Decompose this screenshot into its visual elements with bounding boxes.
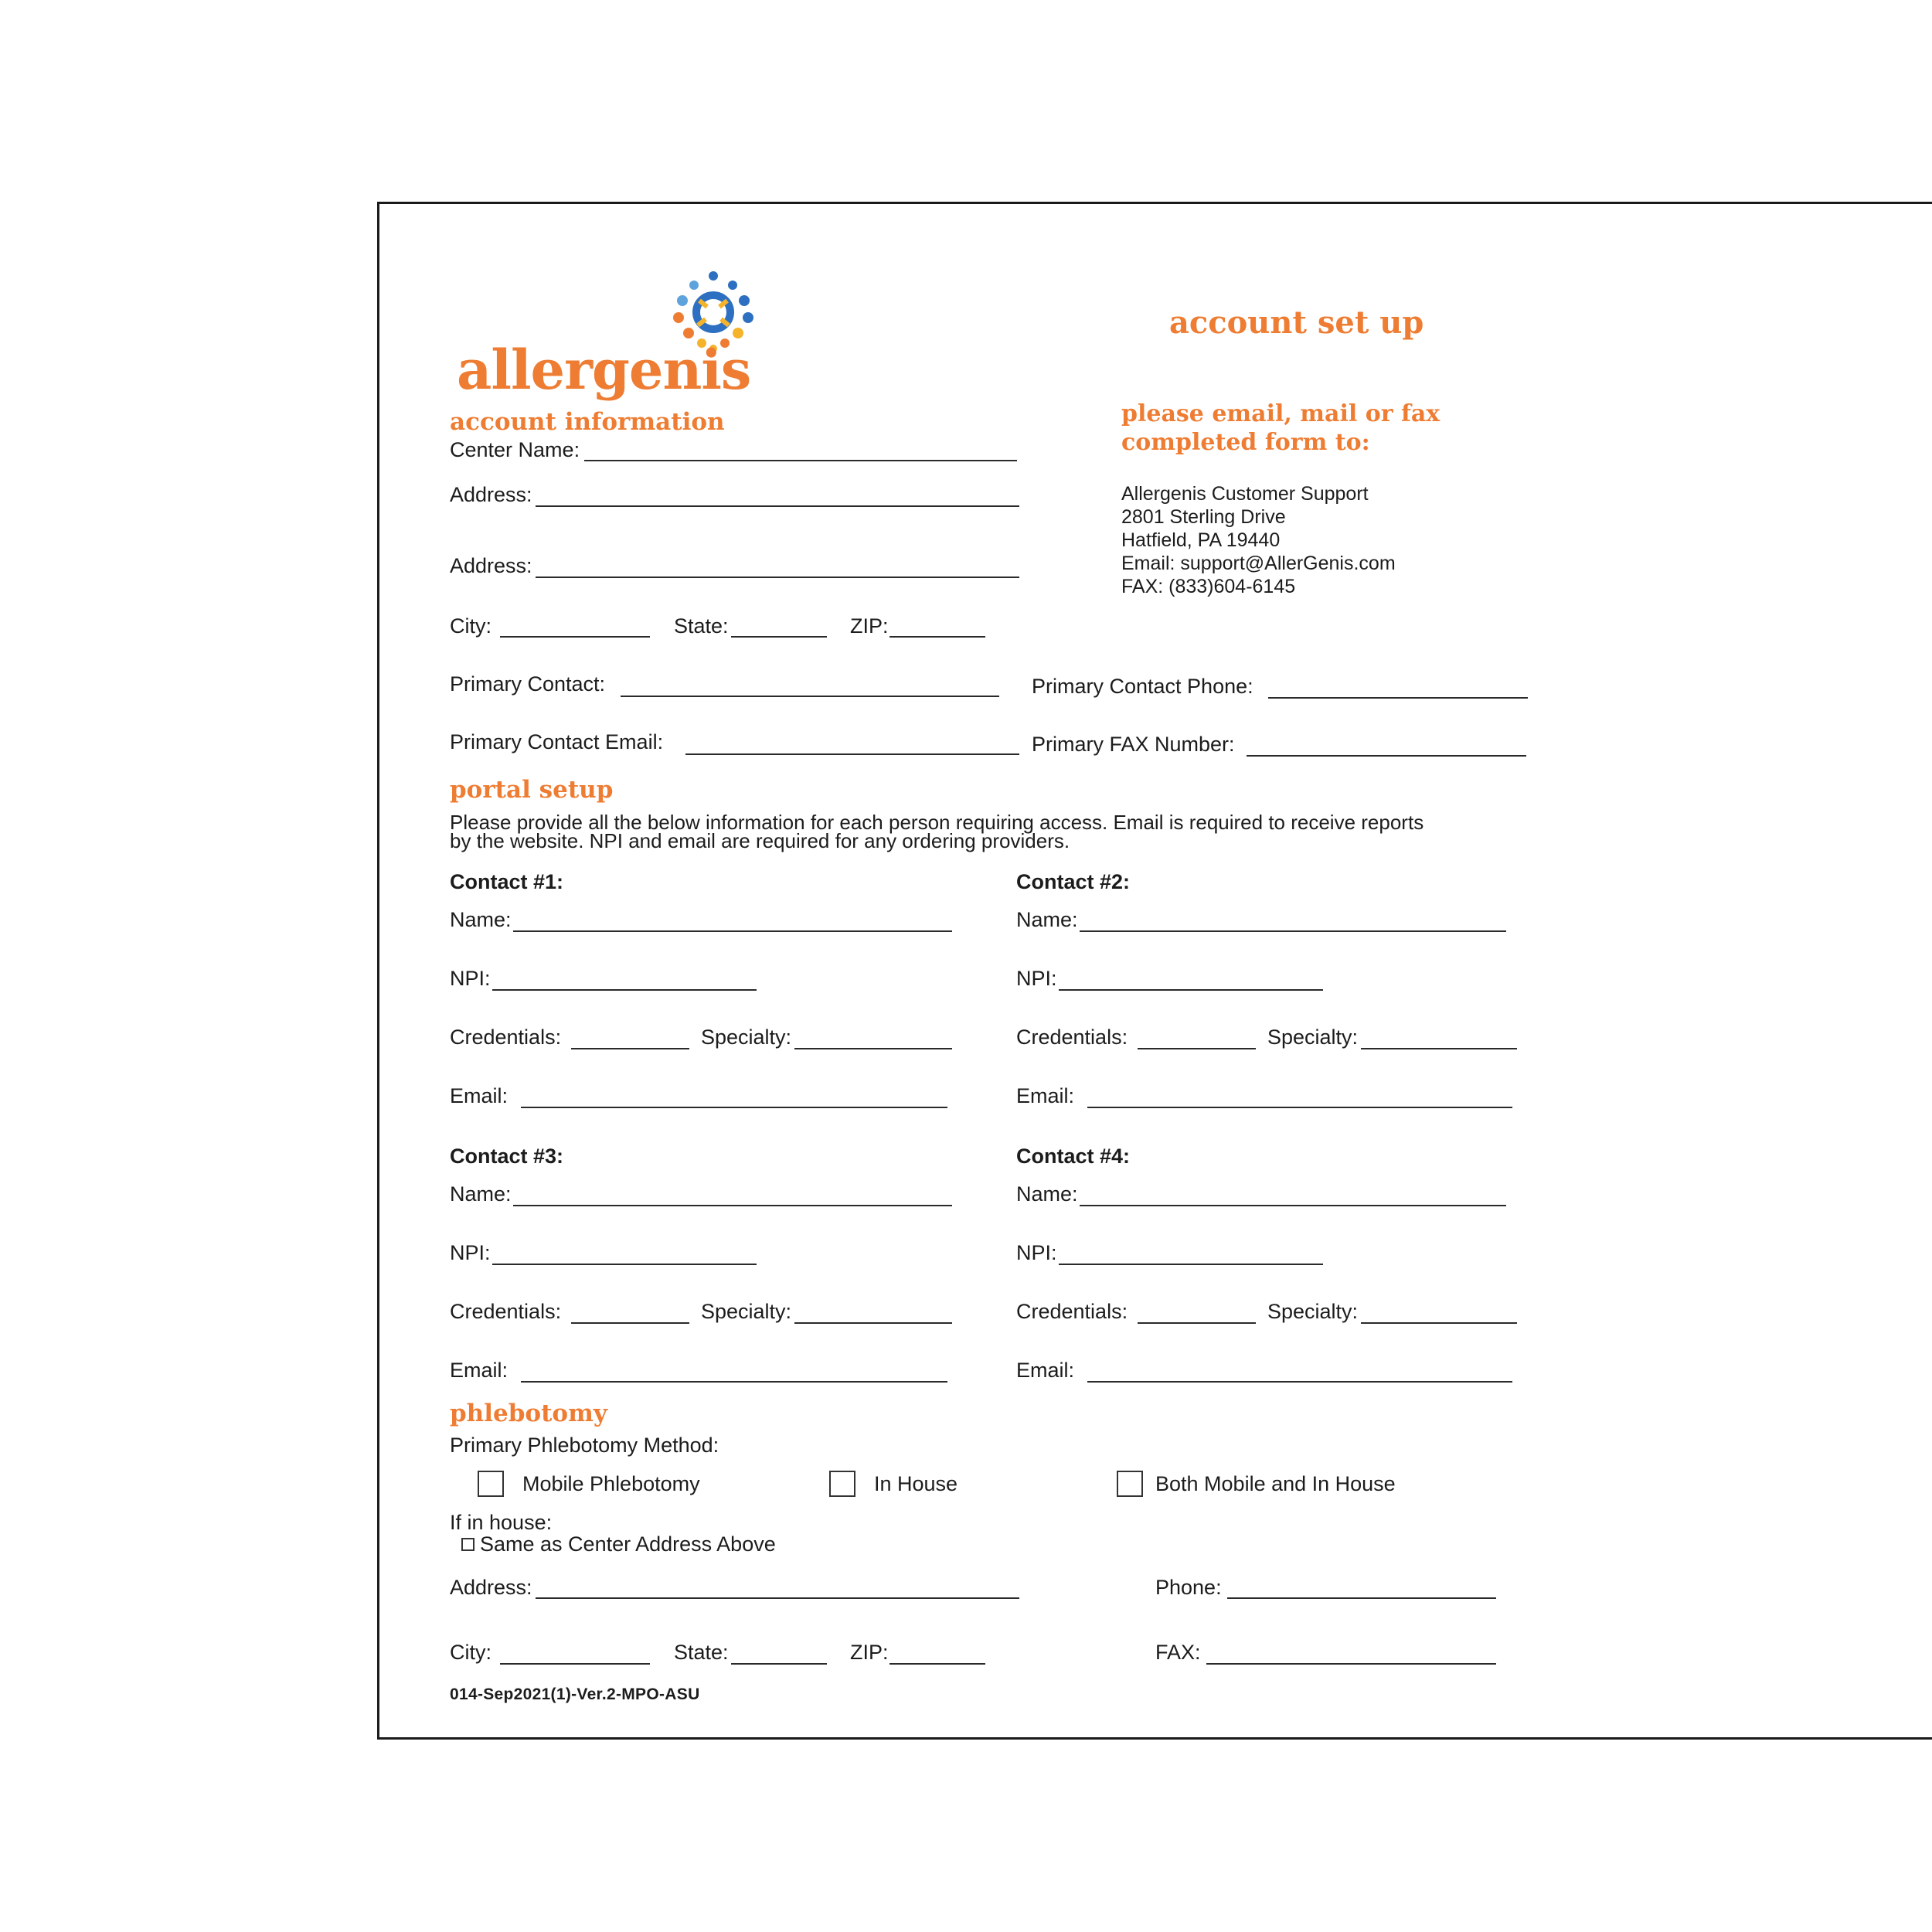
primary-fax-field[interactable] — [1247, 755, 1526, 757]
phlebotomy-state-label: State: — [674, 1641, 729, 1664]
contact-3-credentials-label: Credentials: — [450, 1300, 562, 1323]
portal-intro-line2: by the website. NPI and email are required for any ordering providers. — [450, 829, 1070, 852]
city-field[interactable] — [500, 636, 650, 638]
contact-1-npi-field[interactable] — [492, 989, 757, 991]
contact-4-npi-label: NPI: — [1016, 1241, 1057, 1264]
contact-2-specialty-label: Specialty: — [1267, 1026, 1359, 1049]
contact-1-name-label: Name: — [450, 908, 512, 931]
contact-3-npi-field[interactable] — [492, 1264, 757, 1265]
state-label: State: — [674, 614, 729, 638]
portal-intro-line1: Please provide all the below information for each person requiring access. Email is required to receive reports — [450, 811, 1424, 834]
primary-contact-phone-label: Primary Contact Phone: — [1032, 675, 1253, 698]
contact-3-specialty-label: Specialty: — [701, 1300, 792, 1323]
phlebotomy-zip-label: ZIP: — [850, 1641, 889, 1664]
contact-4-name-field[interactable] — [1080, 1205, 1506, 1206]
send-heading-line2: completed form to: — [1121, 429, 1370, 456]
portal-setup-heading: portal setup — [450, 776, 614, 804]
contact-2-name-label: Name: — [1016, 908, 1078, 931]
contact-1-credentials-field[interactable] — [571, 1048, 689, 1049]
contact-4-credentials-field[interactable] — [1138, 1322, 1256, 1324]
contact-3-name-label: Name: — [450, 1182, 512, 1206]
address2-field[interactable] — [536, 577, 1019, 578]
mailing-line: Allergenis Customer Support — [1121, 483, 1369, 505]
account-information-heading: account information — [450, 408, 725, 436]
zip-field[interactable] — [889, 636, 985, 638]
contact-2-email-label: Email: — [1016, 1084, 1075, 1107]
mailing-line: Hatfield, PA 19440 — [1121, 529, 1281, 551]
same-as-center-label: Same as Center Address Above — [480, 1532, 776, 1556]
contact-1-email-field[interactable] — [521, 1107, 947, 1108]
contact-3-npi-label: NPI: — [450, 1241, 491, 1264]
contact-4-title: Contact #4: — [1016, 1145, 1131, 1168]
primary-fax-label: Primary FAX Number: — [1032, 733, 1235, 756]
contact-2-name-field[interactable] — [1080, 930, 1506, 932]
form-version-code: 014-Sep2021(1)-Ver.2-MPO-ASU — [450, 1685, 700, 1703]
contact-2-npi-field[interactable] — [1059, 989, 1323, 991]
primary-contact-email-label: Primary Contact Email: — [450, 730, 664, 753]
primary-contact-field[interactable] — [621, 696, 999, 697]
contact-3-email-field[interactable] — [521, 1381, 947, 1383]
phlebotomy-phone-label: Phone: — [1155, 1576, 1222, 1599]
phlebotomy-address-label: Address: — [450, 1576, 532, 1599]
contact-2-title: Contact #2: — [1016, 870, 1131, 893]
contact-4-email-field[interactable] — [1087, 1381, 1512, 1383]
form-page — [377, 202, 1932, 1740]
brand-wordmark: allergenis — [457, 338, 751, 402]
mailing-line: 2801 Sterling Drive — [1121, 506, 1286, 528]
contact-2-specialty-field[interactable] — [1361, 1048, 1517, 1049]
address1-field[interactable] — [536, 505, 1019, 507]
address1-label: Address: — [450, 483, 532, 506]
both-mobile-in-house-checkbox[interactable] — [1117, 1471, 1143, 1497]
contact-2-email-field[interactable] — [1087, 1107, 1512, 1108]
contact-1-name-field[interactable] — [513, 930, 952, 932]
primary-contact-email-field[interactable] — [685, 753, 1019, 755]
phlebotomy-fax-label: FAX: — [1155, 1641, 1201, 1664]
same-as-center-checkbox[interactable] — [461, 1538, 474, 1551]
mailing-address — [1121, 482, 1396, 598]
mobile-phlebotomy-checkbox[interactable] — [478, 1471, 504, 1497]
mailing-line: FAX: (833)604-6145 — [1121, 576, 1296, 597]
page-title: account set up — [1169, 304, 1424, 341]
contact-2-npi-label: NPI: — [1016, 967, 1057, 990]
primary-contact-phone-field[interactable] — [1268, 697, 1528, 699]
contact-1-email-label: Email: — [450, 1084, 509, 1107]
contact-3-name-field[interactable] — [513, 1205, 952, 1206]
city-label: City: — [450, 614, 492, 638]
primary-contact-label: Primary Contact: — [450, 672, 606, 696]
allergenis-logo — [457, 270, 781, 401]
contact-1-specialty-field[interactable] — [794, 1048, 952, 1049]
phlebotomy-heading: phlebotomy — [450, 1400, 607, 1427]
contact-1-title: Contact #1: — [450, 870, 564, 893]
phlebotomy-zip-field[interactable] — [889, 1663, 985, 1665]
phlebotomy-city-label: City: — [450, 1641, 492, 1664]
contact-2-credentials-label: Credentials: — [1016, 1026, 1128, 1049]
send-heading — [1121, 400, 1440, 457]
contact-3-credentials-field[interactable] — [571, 1322, 689, 1324]
contact-4-name-label: Name: — [1016, 1182, 1078, 1206]
phlebotomy-fax-field[interactable] — [1206, 1663, 1496, 1665]
contact-1-credentials-label: Credentials: — [450, 1026, 562, 1049]
send-heading-line1: please email, mail or fax — [1121, 400, 1440, 427]
contact-4-credentials-label: Credentials: — [1016, 1300, 1128, 1323]
mobile-phlebotomy-label: Mobile Phlebotomy — [522, 1472, 700, 1495]
contact-2-credentials-field[interactable] — [1138, 1048, 1256, 1049]
phlebotomy-method-label: Primary Phlebotomy Method: — [450, 1434, 719, 1457]
center-name-field[interactable] — [584, 460, 1017, 461]
in-house-checkbox[interactable] — [829, 1471, 855, 1497]
contact-1-specialty-label: Specialty: — [701, 1026, 792, 1049]
center-name-label: Center Name: — [450, 438, 580, 461]
contact-4-email-label: Email: — [1016, 1359, 1075, 1382]
phlebotomy-address-field[interactable] — [536, 1597, 1019, 1599]
both-mobile-in-house-label: Both Mobile and In House — [1155, 1472, 1396, 1495]
contact-3-email-label: Email: — [450, 1359, 509, 1382]
phlebotomy-phone-field[interactable] — [1227, 1597, 1496, 1599]
contact-1-npi-label: NPI: — [450, 967, 491, 990]
in-house-label: In House — [874, 1472, 958, 1495]
state-field[interactable] — [731, 636, 827, 638]
contact-4-specialty-label: Specialty: — [1267, 1300, 1359, 1323]
zip-label: ZIP: — [850, 614, 889, 638]
address2-label: Address: — [450, 554, 532, 577]
contact-3-specialty-field[interactable] — [794, 1322, 952, 1324]
contact-4-npi-field[interactable] — [1059, 1264, 1323, 1265]
contact-4-specialty-field[interactable] — [1361, 1322, 1517, 1324]
if-in-house-label: If in house: — [450, 1511, 553, 1534]
mailing-line: Email: support@AllerGenis.com — [1121, 553, 1396, 574]
phlebotomy-state-field[interactable] — [731, 1663, 827, 1665]
contact-3-title: Contact #3: — [450, 1145, 564, 1168]
phlebotomy-city-field[interactable] — [500, 1663, 650, 1665]
